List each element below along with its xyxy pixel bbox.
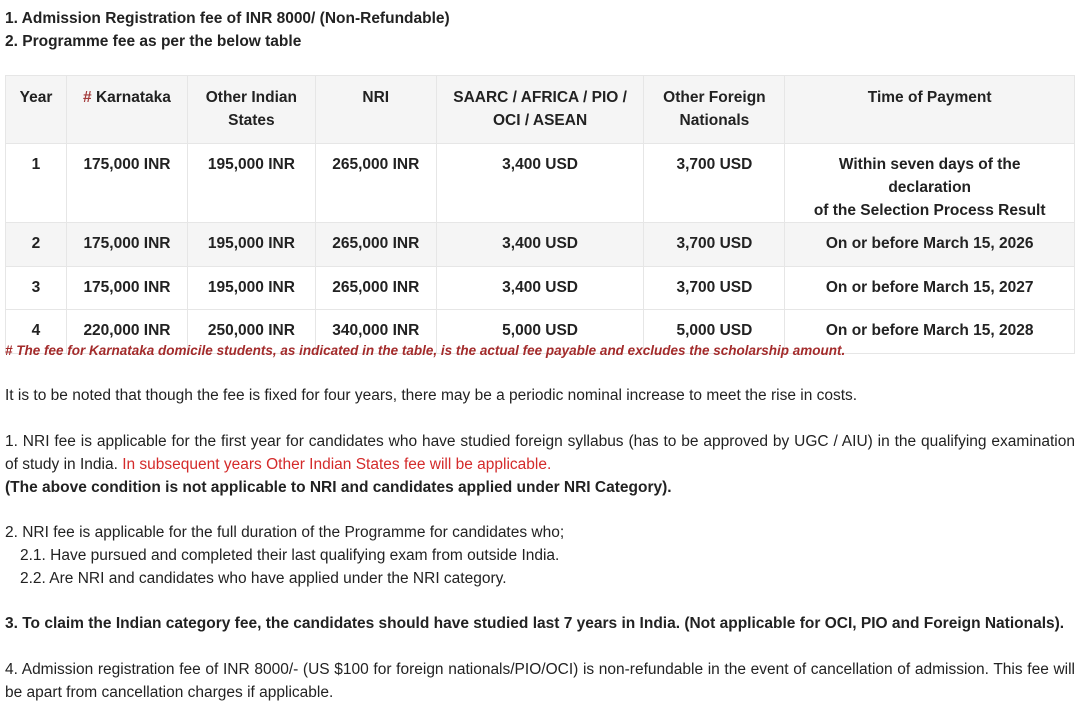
cell-time-line2: of the Selection Process Result [813, 202, 1046, 219]
cell-karnataka: 175,000 INR [66, 267, 187, 310]
header-saarc-line1: SAARC / AFRICA / PIO / [453, 89, 627, 106]
cell-nri: 265,000 INR [315, 223, 436, 267]
cell-time: On or before March 15, 2028 [785, 310, 1075, 354]
nri-subsequent-years-text: In subsequent years Other Indian States fee will be applicable. [122, 456, 552, 473]
table-row [6, 223, 1075, 267]
cell-saarc: 3,400 USD [436, 223, 644, 267]
cell-year: 2 [6, 223, 67, 267]
cell-foreign: 3,700 USD [644, 144, 785, 223]
nri-first-year-text: 1. NRI fee is applicable for the first year for candidates who have studied foreign syllabus (has to be approved by UGC / AIU) in the qualifying examination of study in India. [5, 433, 1075, 473]
cell-other-states: 195,000 INR [187, 144, 315, 223]
cell-saarc: 5,000 USD [436, 310, 644, 354]
header-foreign-line2: Nationals [679, 112, 750, 129]
cell-karnataka: 175,000 INR [66, 144, 187, 223]
header-other-states-line2: States [228, 112, 275, 129]
registration-fee-clause: 4. Admission registration fee of INR 8000/- (US $100 for foreign nationals/PIO/OCI) is non-refundable in the event of cancellation of admission. This fee will be apart from cancellation charges if applicable. [5, 661, 1075, 701]
hash-marker: # [83, 89, 92, 106]
nri-first-year-clause [5, 430, 1075, 499]
header-other-states [187, 76, 315, 144]
header-saarc-line2: OCI / ASEAN [493, 112, 588, 129]
header-karnataka [66, 76, 187, 144]
clause-2-2: 2.2. Are NRI and candidates who have applied under the NRI category. [20, 570, 507, 587]
cell-saarc: 3,400 USD [436, 144, 644, 223]
nri-condition-note: (The above condition is not applicable to NRI and candidates applied under NRI Category). [5, 479, 672, 496]
cell-year: 1 [6, 144, 67, 223]
table-header-row [6, 76, 1075, 144]
header-other-states-line1: Other Indian [205, 89, 298, 106]
intro-line-programme-fee: 2. Programme fee as per the below table [5, 33, 302, 50]
table-row [6, 267, 1075, 310]
header-foreign-line1: Other Foreign [663, 89, 766, 106]
cell-foreign: 3,700 USD [644, 267, 785, 310]
cell-time: On or before March 15, 2027 [785, 267, 1075, 310]
karnataka-footnote: # The fee for Karnataka domicile students, as indicated in the table, is the actual fee payable and excludes the scholarship amount. [5, 343, 846, 358]
header-saarc [436, 76, 644, 144]
cell-year: 4 [6, 310, 67, 354]
intro-line-registration-fee: 1. Admission Registration fee of INR 8000/ (Non-Refundable) [5, 10, 450, 27]
cell-foreign: 3,700 USD [644, 223, 785, 267]
cell-other-states: 250,000 INR [187, 310, 315, 354]
cell-karnataka: 220,000 INR [66, 310, 187, 354]
cell-other-states: 195,000 INR [187, 267, 315, 310]
cell-nri: 340,000 INR [315, 310, 436, 354]
nri-full-duration-clause [5, 521, 1075, 590]
cell-other-states: 195,000 INR [187, 223, 315, 267]
header-year: Year [6, 76, 67, 144]
cell-time: On or before March 15, 2026 [785, 223, 1075, 267]
cell-nri: 265,000 INR [315, 267, 436, 310]
cell-nri: 265,000 INR [315, 144, 436, 223]
header-time-of-payment: Time of Payment [785, 76, 1075, 144]
cell-year: 3 [6, 267, 67, 310]
programme-fee-table [5, 75, 1075, 354]
header-karnataka-label: Karnataka [91, 89, 171, 106]
nri-full-duration-text: 2. NRI fee is applicable for the full duration of the Programme for candidates who; [5, 524, 565, 541]
cell-time [785, 144, 1075, 223]
clause-2-1: 2.1. Have pursued and completed their last qualifying exam from outside India. [20, 547, 560, 564]
periodic-increase-note: It is to be noted that though the fee is fixed for four years, there may be a periodic nominal increase to meet the rise in costs. [5, 387, 858, 404]
cell-time-line1: Within seven days of the declaration [838, 156, 1021, 196]
cell-karnataka: 175,000 INR [66, 223, 187, 267]
intro-block [5, 7, 450, 53]
header-foreign [644, 76, 785, 144]
cell-foreign: 5,000 USD [644, 310, 785, 354]
cell-saarc: 3,400 USD [436, 267, 644, 310]
header-nri: NRI [315, 76, 436, 144]
indian-category-clause: 3. To claim the Indian category fee, the candidates should have studied last 7 years in India. (Not applicable for OCI, PIO and Foreign Nationals). [5, 615, 1065, 632]
table-row [6, 144, 1075, 223]
